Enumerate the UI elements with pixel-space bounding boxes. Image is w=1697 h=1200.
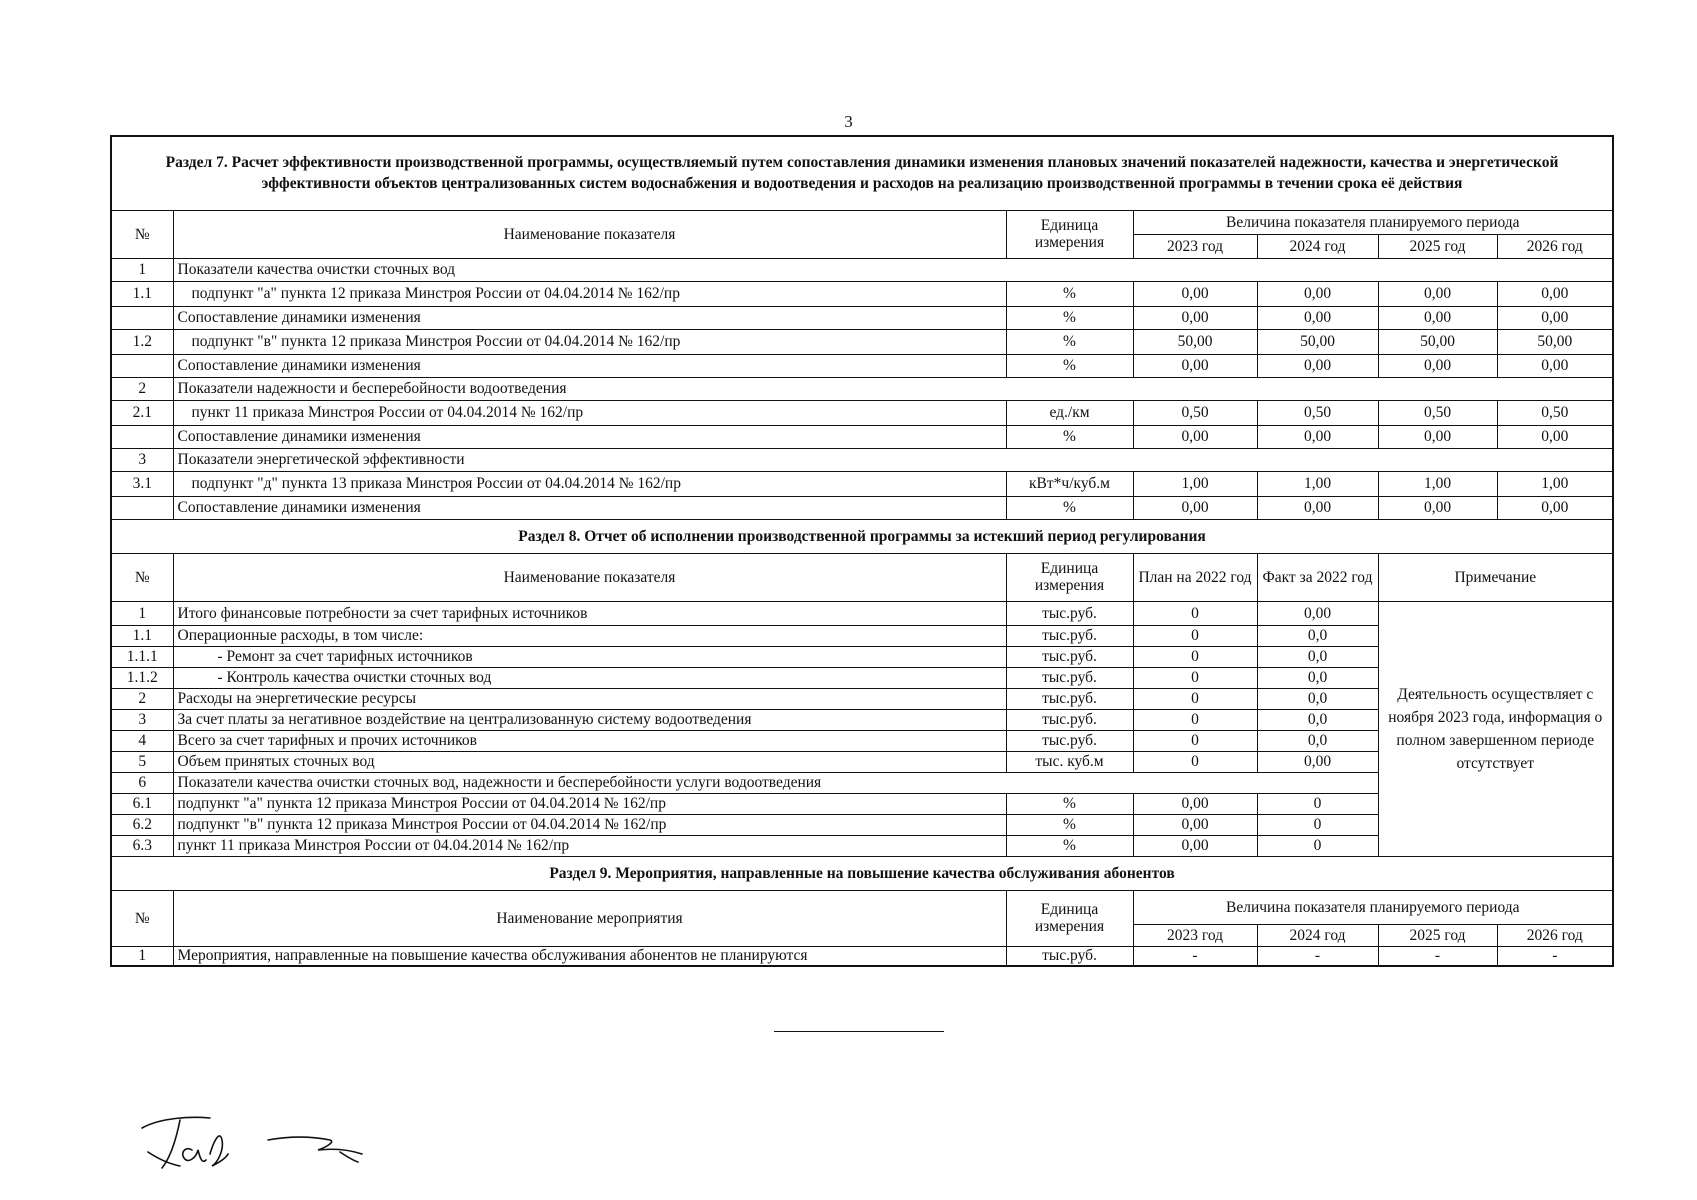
row-number: 6	[111, 772, 173, 793]
unit-cell: тыс.руб.	[1006, 601, 1133, 625]
value-cell: 0,00	[1133, 281, 1257, 306]
unit-cell: тыс.руб.	[1006, 667, 1133, 688]
plan-value: 0	[1133, 709, 1257, 730]
row-number: 6.1	[111, 793, 173, 814]
row-number: 1	[111, 258, 173, 281]
fact-value: 0	[1257, 835, 1378, 856]
note-cell: Деятельность осуществляет с ноября 2023 года, информация о полном завершенном периоде отсутствует	[1378, 601, 1613, 856]
col-header-unit: Единица измерения	[1006, 553, 1133, 601]
section9-title-row	[111, 856, 1613, 890]
row-number: 3	[111, 448, 173, 471]
fact-value: 0,0	[1257, 730, 1378, 751]
plan-value: 0,00	[1133, 835, 1257, 856]
value-cell: 0,00	[1133, 425, 1257, 448]
group-title: Показатели энергетической эффективности	[173, 448, 1613, 471]
indicator-name: Сопоставление динамики изменения	[173, 425, 1006, 448]
col-header-fact: Факт за 2022 год	[1257, 553, 1378, 601]
row-number: 1.1	[111, 281, 173, 306]
section9-title: Раздел 9. Мероприятия, направленные на повышение качества обслуживания абонентов	[111, 856, 1613, 890]
indicator-name: Итого финансовые потребности за счет тарифных источников	[173, 601, 1006, 625]
plan-value: 0	[1133, 667, 1257, 688]
row-number: 6.3	[111, 835, 173, 856]
row-number: 3.1	[111, 471, 173, 496]
value-cell: 1,00	[1378, 471, 1497, 496]
col-header-name: Наименование показателя	[173, 553, 1006, 601]
unit-cell: тыс. куб.м	[1006, 751, 1133, 772]
col-header-num: №	[111, 210, 173, 258]
group-row	[111, 448, 1613, 471]
indicator-name: Операционные расходы, в том числе:	[173, 625, 1006, 646]
unit-cell: тыс.руб.	[1006, 625, 1133, 646]
row-number: 2	[111, 688, 173, 709]
value-cell: 0,00	[1378, 496, 1497, 519]
table-row	[111, 400, 1613, 425]
row-number	[111, 306, 173, 329]
col-header-num: №	[111, 553, 173, 601]
value-cell: 0,00	[1378, 425, 1497, 448]
row-number: 4	[111, 730, 173, 751]
col-header-num: №	[111, 890, 173, 946]
section8-header-row	[111, 553, 1613, 601]
unit-cell: %	[1006, 329, 1133, 354]
row-number: 2.1	[111, 400, 173, 425]
col-header-year: 2024 год	[1257, 234, 1378, 258]
indicator-name: - Контроль качества очистки сточных вод	[173, 667, 1006, 688]
value-cell: 0,00	[1378, 306, 1497, 329]
indicator-name: Объем принятых сточных вод	[173, 751, 1006, 772]
indicator-name: подпункт "д" пункта 13 приказа Минстроя России от 04.04.2014 № 162/пр	[173, 471, 1006, 496]
col-header-name: Наименование мероприятия	[173, 890, 1006, 946]
value-cell: 0,50	[1378, 400, 1497, 425]
table-row	[111, 425, 1613, 448]
value-cell: 50,00	[1133, 329, 1257, 354]
indicator-name: Сопоставление динамики изменения	[173, 354, 1006, 377]
value-cell: 0,00	[1497, 306, 1613, 329]
value-cell: 0,50	[1257, 400, 1378, 425]
value-cell: 1,00	[1133, 471, 1257, 496]
report-table-body	[111, 136, 1613, 966]
table-row	[111, 354, 1613, 377]
col-header-year: 2026 год	[1497, 924, 1613, 946]
handwritten-signature	[140, 1110, 380, 1180]
col-header-period: Величина показателя планируемого периода	[1133, 210, 1613, 234]
col-header-year: 2023 год	[1133, 234, 1257, 258]
indicator-name: Сопоставление динамики изменения	[173, 496, 1006, 519]
plan-value: 0	[1133, 751, 1257, 772]
section9-header-row	[111, 890, 1613, 924]
indicator-name: пункт 11 приказа Минстроя России от 04.04.2014 № 162/пр	[173, 835, 1006, 856]
table-row	[111, 496, 1613, 519]
fact-value: 0,00	[1257, 751, 1378, 772]
fact-value: 0,0	[1257, 646, 1378, 667]
unit-cell: %	[1006, 306, 1133, 329]
row-number	[111, 425, 173, 448]
value-cell: 0,00	[1497, 425, 1613, 448]
unit-cell: %	[1006, 425, 1133, 448]
value-cell: 50,00	[1497, 329, 1613, 354]
row-number: 1.1	[111, 625, 173, 646]
row-number: 6.2	[111, 814, 173, 835]
fact-value: 0	[1257, 793, 1378, 814]
row-number: 1	[111, 601, 173, 625]
unit-cell: тыс.руб.	[1006, 709, 1133, 730]
fact-value: 0,0	[1257, 709, 1378, 730]
fact-value: 0,0	[1257, 688, 1378, 709]
plan-value: 0,00	[1133, 814, 1257, 835]
value-cell: 0,00	[1378, 354, 1497, 377]
unit-cell: тыс.руб.	[1006, 688, 1133, 709]
value-cell: 1,00	[1257, 471, 1378, 496]
value-cell: 0,00	[1497, 281, 1613, 306]
value-cell: 0,00	[1133, 306, 1257, 329]
value-cell: 0,00	[1257, 306, 1378, 329]
measure-name: Мероприятия, направленные на повышение качества обслуживания абонентов не планируются	[173, 946, 1006, 966]
value-cell: 0,00	[1257, 281, 1378, 306]
indicator-name: подпункт "в" пункта 12 приказа Минстроя России от 04.04.2014 № 162/пр	[173, 814, 1006, 835]
value-cell: 0,00	[1133, 496, 1257, 519]
table-row	[111, 471, 1613, 496]
value-cell: 50,00	[1378, 329, 1497, 354]
unit-cell: ед./км	[1006, 400, 1133, 425]
plan-value: 0	[1133, 601, 1257, 625]
col-header-year: 2023 год	[1133, 924, 1257, 946]
row-number: 5	[111, 751, 173, 772]
row-number: 1.1.1	[111, 646, 173, 667]
value-cell: 50,00	[1257, 329, 1378, 354]
unit-cell: %	[1006, 814, 1133, 835]
group-title: Показатели надежности и бесперебойности водоотведения	[173, 377, 1613, 400]
value-cell: 0,00	[1257, 354, 1378, 377]
col-header-name: Наименование показателя	[173, 210, 1006, 258]
col-header-year: 2025 год	[1378, 234, 1497, 258]
unit-cell: тыс.руб.	[1006, 946, 1133, 966]
fact-value: 0,0	[1257, 667, 1378, 688]
col-header-unit: Единица измерения	[1006, 210, 1133, 258]
fact-value: 0,00	[1257, 601, 1378, 625]
indicator-name: подпункт "а" пункта 12 приказа Минстроя России от 04.04.2014 № 162/пр	[173, 281, 1006, 306]
indicator-name: - Ремонт за счет тарифных источников	[173, 646, 1006, 667]
indicator-name: Сопоставление динамики изменения	[173, 306, 1006, 329]
section7-header-row	[111, 210, 1613, 234]
value-cell: 0,00	[1133, 354, 1257, 377]
section7-title-row	[111, 136, 1613, 210]
section8-title-row	[111, 519, 1613, 553]
value-cell: -	[1257, 946, 1378, 966]
fact-value: 0,0	[1257, 625, 1378, 646]
col-header-note: Примечание	[1378, 553, 1613, 601]
unit-cell: кВт*ч/куб.м	[1006, 471, 1133, 496]
plan-value: 0,00	[1133, 793, 1257, 814]
unit-cell: тыс.руб.	[1006, 646, 1133, 667]
plan-value: 0	[1133, 730, 1257, 751]
section7-title: Раздел 7. Расчет эффективности производственной программы, осуществляемый путем сопоставления динамики изменения плановых значений показателей надежности, качества и энергетической эффективности объектов централизованных систем водоснабжения и водоотведения и расходов на реализацию производственной программы в течении срока её действия	[111, 136, 1613, 210]
group-row	[111, 377, 1613, 400]
unit-cell: %	[1006, 354, 1133, 377]
col-header-year: 2026 год	[1497, 234, 1613, 258]
table-row	[111, 601, 1613, 625]
col-header-year: 2024 год	[1257, 924, 1378, 946]
value-cell: 0,00	[1497, 354, 1613, 377]
unit-cell: тыс.руб.	[1006, 730, 1133, 751]
end-divider	[774, 1031, 944, 1032]
table-row	[111, 306, 1613, 329]
group-title: Показатели качества очистки сточных вод	[173, 258, 1613, 281]
value-cell: 0,50	[1133, 400, 1257, 425]
indicator-name: За счет платы за негативное воздействие на централизованную систему водоотведения	[173, 709, 1006, 730]
page-number: 3	[844, 112, 853, 131]
group-row	[111, 258, 1613, 281]
row-number: 1.1.2	[111, 667, 173, 688]
section8-title: Раздел 8. Отчет об исполнении производственной программы за истекший период регулирования	[111, 519, 1613, 553]
row-number: 3	[111, 709, 173, 730]
value-cell: -	[1378, 946, 1497, 966]
plan-value: 0	[1133, 625, 1257, 646]
row-number	[111, 354, 173, 377]
unit-cell: %	[1006, 835, 1133, 856]
value-cell: 0,00	[1257, 496, 1378, 519]
value-cell: 0,00	[1497, 496, 1613, 519]
fact-value: 0	[1257, 814, 1378, 835]
table-row	[111, 946, 1613, 966]
value-cell: 1,00	[1497, 471, 1613, 496]
table-row	[111, 329, 1613, 354]
unit-cell: %	[1006, 496, 1133, 519]
value-cell: 0,50	[1497, 400, 1613, 425]
table-row	[111, 281, 1613, 306]
indicator-name: подпункт "а" пункта 12 приказа Минстроя России от 04.04.2014 № 162/пр	[173, 793, 1006, 814]
col-header-unit: Единица измерения	[1006, 890, 1133, 946]
row-number: 1	[111, 946, 173, 966]
value-cell: -	[1497, 946, 1613, 966]
indicator-name: подпункт "в" пункта 12 приказа Минстроя России от 04.04.2014 № 162/пр	[173, 329, 1006, 354]
col-header-year: 2025 год	[1378, 924, 1497, 946]
indicator-name: Всего за счет тарифных и прочих источников	[173, 730, 1006, 751]
group-title: Показатели качества очистки сточных вод, надежности и бесперебойности услуги водоотведения	[173, 772, 1378, 793]
row-number: 2	[111, 377, 173, 400]
value-cell: 0,00	[1257, 425, 1378, 448]
value-cell: -	[1133, 946, 1257, 966]
plan-value: 0	[1133, 688, 1257, 709]
indicator-name: Расходы на энергетические ресурсы	[173, 688, 1006, 709]
indicator-name: пункт 11 приказа Минстроя России от 04.04.2014 № 162/пр	[173, 400, 1006, 425]
row-number	[111, 496, 173, 519]
unit-cell: %	[1006, 281, 1133, 306]
col-header-period: Величина показателя планируемого периода	[1133, 890, 1613, 924]
report-table	[110, 135, 1614, 967]
unit-cell: %	[1006, 793, 1133, 814]
value-cell: 0,00	[1378, 281, 1497, 306]
row-number: 1.2	[111, 329, 173, 354]
plan-value: 0	[1133, 646, 1257, 667]
col-header-plan: План на 2022 год	[1133, 553, 1257, 601]
